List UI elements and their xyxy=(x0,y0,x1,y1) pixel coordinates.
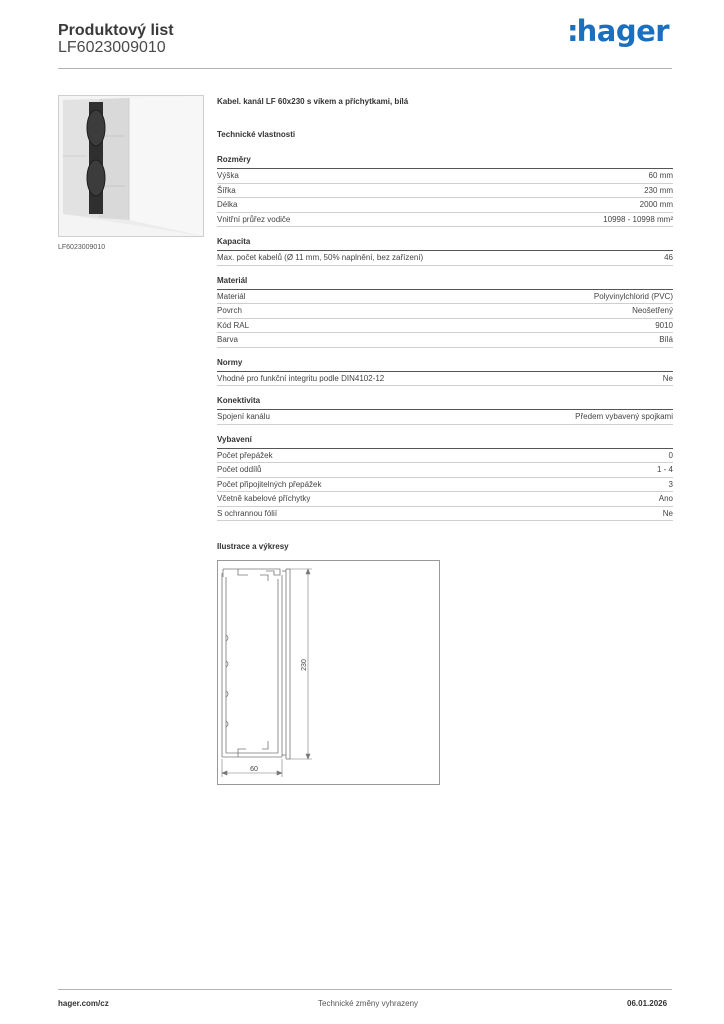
spec-label: Šířka xyxy=(217,185,236,195)
spec-row xyxy=(217,492,673,507)
footer-note: Technické změny vyhrazeny xyxy=(318,999,419,1008)
spec-row xyxy=(217,507,673,522)
spec-label: Max. počet kabelů (Ø 11 mm, 50% naplnění, bez zařízení) xyxy=(217,253,424,262)
spec-row xyxy=(217,304,673,319)
spec-row xyxy=(217,410,673,425)
spec-label: Kód RAL xyxy=(217,320,250,330)
spec-value: 60 mm xyxy=(648,171,673,180)
section-title: Rozměry xyxy=(217,155,673,169)
spec-label: Vhodné pro funkční integritu podle DIN4102-12 xyxy=(217,373,385,383)
section-title: Vybavení xyxy=(217,435,673,449)
spec-section xyxy=(217,396,673,425)
spec-value: 10998 - 10998 mm² xyxy=(603,214,673,224)
spec-row xyxy=(217,372,673,387)
spec-row xyxy=(217,478,673,493)
spec-value: Předem vybavený spojkami xyxy=(575,412,673,421)
spec-value: 3 xyxy=(668,479,673,489)
spec-value: Ne xyxy=(662,508,673,518)
spec-row xyxy=(217,213,673,228)
spec-label: Počet přepážek xyxy=(217,450,273,460)
section-title: Materiál xyxy=(217,276,673,290)
spec-label: Povrch xyxy=(217,306,242,315)
spec-row xyxy=(217,333,673,348)
spec-label: Spojení kanálu xyxy=(217,412,270,421)
dimension-height-label: 230 xyxy=(301,659,308,671)
illustration-heading: Ilustrace a výkresy xyxy=(217,542,289,551)
product-photo xyxy=(58,95,204,237)
spec-value: Bílá xyxy=(659,335,673,344)
spec-value: 2000 mm xyxy=(639,200,673,209)
photo-caption: LF6023009010 xyxy=(58,244,106,251)
header-divider xyxy=(58,68,672,69)
spec-label: Délka xyxy=(217,200,238,209)
spec-label: S ochrannou fólií xyxy=(217,508,278,518)
spec-section xyxy=(217,276,673,348)
spec-label: Materiál xyxy=(217,291,246,301)
spec-row xyxy=(217,251,673,266)
section-title: Normy xyxy=(217,358,673,372)
spec-row xyxy=(217,319,673,334)
spec-value: 9010 xyxy=(655,320,673,330)
spec-label: Výška xyxy=(217,171,239,180)
spec-value: 1 - 4 xyxy=(656,465,673,474)
spec-value: 230 mm xyxy=(644,185,673,195)
spec-section xyxy=(217,435,673,522)
footer-date: 06.01.2026 xyxy=(627,999,668,1008)
product-name: Kabel. kanál LF 60x230 s víkem a příchytkami, bílá xyxy=(217,97,409,106)
spec-value: 46 xyxy=(664,253,673,262)
spec-label: Počet připojitelných přepážek xyxy=(217,479,322,489)
dimension-width-label: 60 xyxy=(250,766,258,773)
spec-value: 0 xyxy=(668,450,673,460)
spec-value: Neošetřený xyxy=(632,306,673,315)
footer-divider xyxy=(58,989,672,990)
spec-row xyxy=(217,463,673,478)
spec-sections xyxy=(217,155,673,521)
spec-section xyxy=(217,358,673,387)
spec-label: Včetně kabelové příchytky xyxy=(217,494,311,503)
hager-logo: :hager xyxy=(567,14,670,48)
technical-drawing xyxy=(217,560,440,785)
spec-label: Barva xyxy=(217,335,238,344)
spec-row xyxy=(217,198,673,213)
spec-row xyxy=(217,449,673,464)
section-title: Kapacita xyxy=(217,237,673,251)
spec-row xyxy=(217,184,673,199)
document-title: Produktový list xyxy=(58,22,174,39)
website-link[interactable]: hager.com/cz xyxy=(58,999,109,1008)
spec-row xyxy=(217,169,673,184)
technical-properties-heading: Technické vlastnosti xyxy=(217,130,296,139)
spec-section xyxy=(217,155,673,227)
spec-label: Vnitřní průřez vodiče xyxy=(217,214,291,224)
spec-section xyxy=(217,237,673,266)
cross-section-drawing xyxy=(218,561,439,784)
section-title: Konektivita xyxy=(217,396,673,410)
spec-value: Ne xyxy=(662,373,673,383)
spec-row xyxy=(217,290,673,305)
spec-value: Polyvinylchlorid (PVC) xyxy=(593,291,673,301)
cable-duct-image xyxy=(59,96,203,236)
product-code: LF6023009010 xyxy=(58,39,166,56)
specification-panel xyxy=(217,97,673,531)
spec-value: Ano xyxy=(658,494,673,503)
spec-label: Počet oddílů xyxy=(217,465,262,474)
